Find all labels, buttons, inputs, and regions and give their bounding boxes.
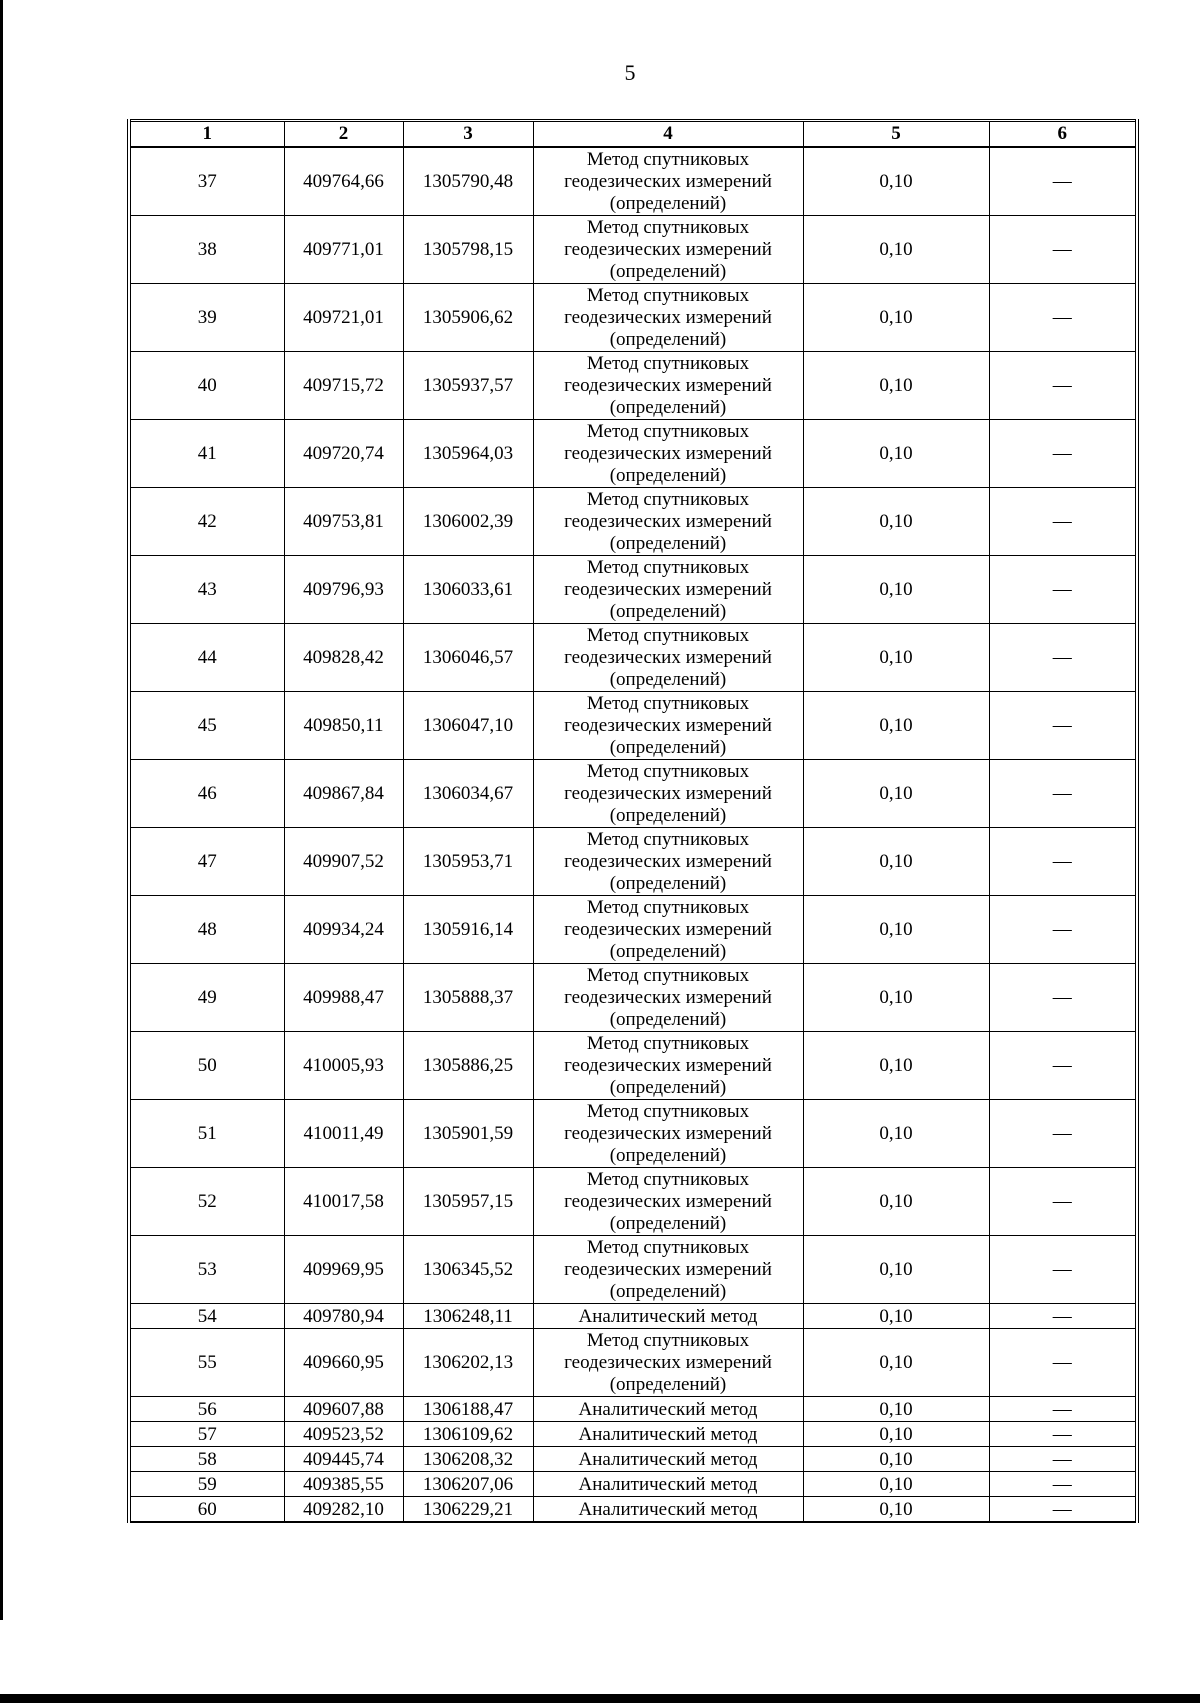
method-cell: Метод спутниковых геодезических измерений (определений) <box>533 420 803 488</box>
note-cell: — <box>989 1497 1137 1523</box>
x-coordinate-cell: 409660,95 <box>284 1329 403 1397</box>
method-cell: Метод спутниковых геодезических измерений (определений) <box>533 556 803 624</box>
x-coordinate-cell: 410017,58 <box>284 1168 403 1236</box>
method-cell: Метод спутниковых геодезических измерений (определений) <box>533 624 803 692</box>
x-coordinate-cell: 409988,47 <box>284 964 403 1032</box>
x-coordinate-cell: 409934,24 <box>284 896 403 964</box>
y-coordinate-cell: 1305888,37 <box>403 964 533 1032</box>
table-row <box>129 828 1137 896</box>
x-coordinate-cell: 409715,72 <box>284 352 403 420</box>
method-cell: Аналитический метод <box>533 1497 803 1523</box>
note-cell: — <box>989 1168 1137 1236</box>
x-coordinate-cell: 409850,11 <box>284 692 403 760</box>
method-cell: Метод спутниковых геодезических измерений (определений) <box>533 352 803 420</box>
point-number-cell: 57 <box>129 1422 284 1447</box>
y-coordinate-cell: 1306207,06 <box>403 1472 533 1497</box>
table-row <box>129 1236 1137 1304</box>
note-cell: — <box>989 760 1137 828</box>
note-cell: — <box>989 896 1137 964</box>
point-number-cell: 52 <box>129 1168 284 1236</box>
table-row <box>129 1497 1137 1523</box>
x-coordinate-cell: 409907,52 <box>284 828 403 896</box>
accuracy-cell: 0,10 <box>803 284 989 352</box>
accuracy-cell: 0,10 <box>803 692 989 760</box>
table-row <box>129 1032 1137 1100</box>
note-cell: — <box>989 352 1137 420</box>
point-number-cell: 56 <box>129 1397 284 1422</box>
table-row <box>129 420 1137 488</box>
header-cell: 5 <box>803 121 989 148</box>
method-cell: Метод спутниковых геодезических измерений (определений) <box>533 1100 803 1168</box>
table-row <box>129 352 1137 420</box>
point-number-cell: 39 <box>129 284 284 352</box>
note-cell: — <box>989 147 1137 216</box>
table-row <box>129 1329 1137 1397</box>
point-number-cell: 49 <box>129 964 284 1032</box>
accuracy-cell: 0,10 <box>803 352 989 420</box>
note-cell: — <box>989 420 1137 488</box>
method-cell: Аналитический метод <box>533 1472 803 1497</box>
note-cell: — <box>989 1397 1137 1422</box>
point-number-cell: 46 <box>129 760 284 828</box>
header-row <box>129 121 1137 148</box>
y-coordinate-cell: 1305916,14 <box>403 896 533 964</box>
y-coordinate-cell: 1306034,67 <box>403 760 533 828</box>
note-cell: — <box>989 1447 1137 1472</box>
point-number-cell: 38 <box>129 216 284 284</box>
method-cell: Метод спутниковых геодезических измерений (определений) <box>533 964 803 1032</box>
scan-left-edge <box>0 0 3 1620</box>
point-number-cell: 47 <box>129 828 284 896</box>
accuracy-cell: 0,10 <box>803 147 989 216</box>
y-coordinate-cell: 1306248,11 <box>403 1304 533 1329</box>
note-cell: — <box>989 828 1137 896</box>
y-coordinate-cell: 1305798,15 <box>403 216 533 284</box>
table-row <box>129 284 1137 352</box>
method-cell: Метод спутниковых геодезических измерений (определений) <box>533 1329 803 1397</box>
note-cell: — <box>989 1472 1137 1497</box>
y-coordinate-cell: 1305964,03 <box>403 420 533 488</box>
x-coordinate-cell: 409796,93 <box>284 556 403 624</box>
method-cell: Метод спутниковых геодезических измерений (определений) <box>533 147 803 216</box>
point-number-cell: 44 <box>129 624 284 692</box>
table-row <box>129 1422 1137 1447</box>
table-body <box>129 147 1137 1522</box>
x-coordinate-cell: 409607,88 <box>284 1397 403 1422</box>
table-row <box>129 760 1137 828</box>
method-cell: Метод спутниковых геодезических измерений (определений) <box>533 284 803 352</box>
point-number-cell: 42 <box>129 488 284 556</box>
accuracy-cell: 0,10 <box>803 420 989 488</box>
note-cell: — <box>989 1236 1137 1304</box>
accuracy-cell: 0,10 <box>803 1397 989 1422</box>
point-number-cell: 59 <box>129 1472 284 1497</box>
point-number-cell: 40 <box>129 352 284 420</box>
table-row <box>129 1304 1137 1329</box>
y-coordinate-cell: 1306109,62 <box>403 1422 533 1447</box>
y-coordinate-cell: 1305953,71 <box>403 828 533 896</box>
table-row <box>129 556 1137 624</box>
scan-bottom-edge <box>0 1694 1200 1703</box>
table-row <box>129 964 1137 1032</box>
y-coordinate-cell: 1305901,59 <box>403 1100 533 1168</box>
table-row <box>129 692 1137 760</box>
y-coordinate-cell: 1306033,61 <box>403 556 533 624</box>
point-number-cell: 60 <box>129 1497 284 1523</box>
x-coordinate-cell: 409771,01 <box>284 216 403 284</box>
accuracy-cell: 0,10 <box>803 488 989 556</box>
note-cell: — <box>989 216 1137 284</box>
y-coordinate-cell: 1306345,52 <box>403 1236 533 1304</box>
note-cell: — <box>989 1304 1137 1329</box>
accuracy-cell: 0,10 <box>803 1304 989 1329</box>
y-coordinate-cell: 1305886,25 <box>403 1032 533 1100</box>
note-cell: — <box>989 1329 1137 1397</box>
x-coordinate-cell: 409780,94 <box>284 1304 403 1329</box>
header-cell: 6 <box>989 121 1137 148</box>
table-row <box>129 147 1137 216</box>
table-row <box>129 1100 1137 1168</box>
note-cell: — <box>989 624 1137 692</box>
table-row <box>129 1168 1137 1236</box>
header-cell: 2 <box>284 121 403 148</box>
y-coordinate-cell: 1306046,57 <box>403 624 533 692</box>
y-coordinate-cell: 1305937,57 <box>403 352 533 420</box>
accuracy-cell: 0,10 <box>803 1032 989 1100</box>
method-cell: Метод спутниковых геодезических измерений (определений) <box>533 1168 803 1236</box>
method-cell: Аналитический метод <box>533 1447 803 1472</box>
accuracy-cell: 0,10 <box>803 1497 989 1523</box>
accuracy-cell: 0,10 <box>803 624 989 692</box>
accuracy-cell: 0,10 <box>803 1472 989 1497</box>
point-number-cell: 41 <box>129 420 284 488</box>
accuracy-cell: 0,10 <box>803 216 989 284</box>
y-coordinate-cell: 1305906,62 <box>403 284 533 352</box>
note-cell: — <box>989 556 1137 624</box>
x-coordinate-cell: 409385,55 <box>284 1472 403 1497</box>
table-row <box>129 1472 1137 1497</box>
point-number-cell: 54 <box>129 1304 284 1329</box>
table-row <box>129 1447 1137 1472</box>
x-coordinate-cell: 409969,95 <box>284 1236 403 1304</box>
method-cell: Аналитический метод <box>533 1397 803 1422</box>
method-cell: Метод спутниковых геодезических измерений (определений) <box>533 760 803 828</box>
method-cell: Метод спутниковых геодезических измерений (определений) <box>533 692 803 760</box>
accuracy-cell: 0,10 <box>803 1447 989 1472</box>
note-cell: — <box>989 1100 1137 1168</box>
header-cell: 1 <box>129 121 284 148</box>
method-cell: Аналитический метод <box>533 1422 803 1447</box>
page-number: 5 <box>624 60 636 85</box>
y-coordinate-cell: 1306047,10 <box>403 692 533 760</box>
y-coordinate-cell: 1306208,32 <box>403 1447 533 1472</box>
method-cell: Метод спутниковых геодезических измерений (определений) <box>533 1032 803 1100</box>
x-coordinate-cell: 410005,93 <box>284 1032 403 1100</box>
method-cell: Метод спутниковых геодезических измерений (определений) <box>533 216 803 284</box>
header-cell: 3 <box>403 121 533 148</box>
accuracy-cell: 0,10 <box>803 828 989 896</box>
table-row <box>129 624 1137 692</box>
note-cell: — <box>989 488 1137 556</box>
point-number-cell: 55 <box>129 1329 284 1397</box>
accuracy-cell: 0,10 <box>803 964 989 1032</box>
table-row <box>129 488 1137 556</box>
coordinates-table <box>127 119 1139 1523</box>
x-coordinate-cell: 409828,42 <box>284 624 403 692</box>
y-coordinate-cell: 1306002,39 <box>403 488 533 556</box>
note-cell: — <box>989 964 1137 1032</box>
method-cell: Метод спутниковых геодезических измерений (определений) <box>533 1236 803 1304</box>
point-number-cell: 43 <box>129 556 284 624</box>
accuracy-cell: 0,10 <box>803 1168 989 1236</box>
table-row <box>129 1397 1137 1422</box>
accuracy-cell: 0,10 <box>803 760 989 828</box>
note-cell: — <box>989 284 1137 352</box>
point-number-cell: 37 <box>129 147 284 216</box>
x-coordinate-cell: 409720,74 <box>284 420 403 488</box>
accuracy-cell: 0,10 <box>803 1329 989 1397</box>
y-coordinate-cell: 1305957,15 <box>403 1168 533 1236</box>
point-number-cell: 53 <box>129 1236 284 1304</box>
x-coordinate-cell: 409753,81 <box>284 488 403 556</box>
y-coordinate-cell: 1306229,21 <box>403 1497 533 1523</box>
note-cell: — <box>989 1422 1137 1447</box>
point-number-cell: 58 <box>129 1447 284 1472</box>
table-row <box>129 216 1137 284</box>
accuracy-cell: 0,10 <box>803 556 989 624</box>
accuracy-cell: 0,10 <box>803 896 989 964</box>
method-cell: Метод спутниковых геодезических измерений (определений) <box>533 896 803 964</box>
note-cell: — <box>989 692 1137 760</box>
table-row <box>129 896 1137 964</box>
x-coordinate-cell: 410011,49 <box>284 1100 403 1168</box>
x-coordinate-cell: 409523,52 <box>284 1422 403 1447</box>
point-number-cell: 51 <box>129 1100 284 1168</box>
note-cell: — <box>989 1032 1137 1100</box>
y-coordinate-cell: 1305790,48 <box>403 147 533 216</box>
y-coordinate-cell: 1306188,47 <box>403 1397 533 1422</box>
accuracy-cell: 0,10 <box>803 1236 989 1304</box>
method-cell: Метод спутниковых геодезических измерений (определений) <box>533 828 803 896</box>
method-cell: Аналитический метод <box>533 1304 803 1329</box>
x-coordinate-cell: 409445,74 <box>284 1447 403 1472</box>
accuracy-cell: 0,10 <box>803 1422 989 1447</box>
x-coordinate-cell: 409764,66 <box>284 147 403 216</box>
accuracy-cell: 0,10 <box>803 1100 989 1168</box>
x-coordinate-cell: 409282,10 <box>284 1497 403 1523</box>
x-coordinate-cell: 409721,01 <box>284 284 403 352</box>
method-cell: Метод спутниковых геодезических измерений (определений) <box>533 488 803 556</box>
point-number-cell: 50 <box>129 1032 284 1100</box>
point-number-cell: 48 <box>129 896 284 964</box>
header-cell: 4 <box>533 121 803 148</box>
point-number-cell: 45 <box>129 692 284 760</box>
y-coordinate-cell: 1306202,13 <box>403 1329 533 1397</box>
x-coordinate-cell: 409867,84 <box>284 760 403 828</box>
